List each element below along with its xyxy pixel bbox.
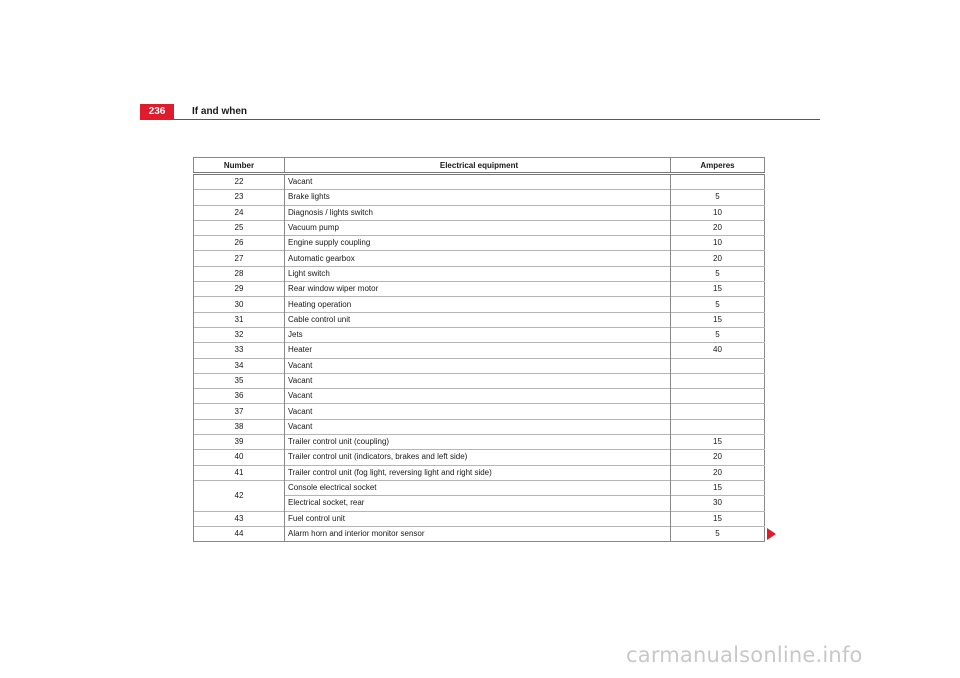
fuse-amperes: 20 xyxy=(671,220,765,235)
table-row xyxy=(194,205,765,220)
fuse-number: 32 xyxy=(194,327,285,342)
next-page-arrow-icon[interactable] xyxy=(767,528,776,540)
header-divider xyxy=(140,119,820,120)
table-header-row xyxy=(194,158,765,174)
table-row xyxy=(194,174,765,190)
table-row xyxy=(194,389,765,404)
fuse-amperes: 5 xyxy=(671,297,765,312)
fuse-number: 30 xyxy=(194,297,285,312)
column-header-number: Number xyxy=(194,158,285,174)
fuse-number: 23 xyxy=(194,190,285,205)
table-row xyxy=(194,220,765,235)
table-row xyxy=(194,190,765,205)
table-row xyxy=(194,435,765,450)
fuse-amperes: 15 xyxy=(671,511,765,526)
page-number: 236 xyxy=(140,104,174,119)
fuse-number: 34 xyxy=(194,358,285,373)
fuse-equipment: Vacant xyxy=(285,358,671,373)
fuse-equipment: Automatic gearbox xyxy=(285,251,671,266)
fuse-number: 31 xyxy=(194,312,285,327)
table-row xyxy=(194,282,765,297)
fuse-equipment: Electrical socket, rear xyxy=(285,496,671,511)
column-header-equipment: Electrical equipment xyxy=(285,158,671,174)
fuse-number: 33 xyxy=(194,343,285,358)
fuse-equipment: Trailer control unit (coupling) xyxy=(285,435,671,450)
fuse-amperes xyxy=(671,358,765,373)
fuse-equipment: Vacant xyxy=(285,174,671,190)
table-row xyxy=(194,465,765,480)
fuse-equipment: Rear window wiper motor xyxy=(285,282,671,297)
fuse-amperes: 10 xyxy=(671,205,765,220)
table-row xyxy=(194,419,765,434)
fuse-number: 40 xyxy=(194,450,285,465)
fuse-equipment: Jets xyxy=(285,327,671,342)
fuse-number: 37 xyxy=(194,404,285,419)
fuse-amperes: 40 xyxy=(671,343,765,358)
fuse-equipment: Vacuum pump xyxy=(285,220,671,235)
fuse-amperes xyxy=(671,373,765,388)
fuse-number: 35 xyxy=(194,373,285,388)
table-row xyxy=(194,480,765,495)
table-row xyxy=(194,373,765,388)
fuse-number: 38 xyxy=(194,419,285,434)
fuse-amperes: 5 xyxy=(671,327,765,342)
page-header xyxy=(140,104,820,120)
fuse-amperes xyxy=(671,419,765,434)
fuse-number: 22 xyxy=(194,174,285,190)
fuse-amperes: 20 xyxy=(671,450,765,465)
fuse-amperes: 5 xyxy=(671,266,765,281)
fuse-equipment: Cable control unit xyxy=(285,312,671,327)
table-row xyxy=(194,343,765,358)
table-row xyxy=(194,526,765,541)
table-row xyxy=(194,327,765,342)
fuse-amperes: 10 xyxy=(671,236,765,251)
table-row xyxy=(194,297,765,312)
fuse-amperes: 15 xyxy=(671,435,765,450)
table-row xyxy=(194,266,765,281)
fuse-amperes: 15 xyxy=(671,282,765,297)
table-row xyxy=(194,358,765,373)
fuse-equipment: Trailer control unit (fog light, reversing light and right side) xyxy=(285,465,671,480)
fuse-equipment: Heater xyxy=(285,343,671,358)
fuse-amperes xyxy=(671,404,765,419)
fuse-number: 39 xyxy=(194,435,285,450)
watermark: carmanualsonline.info xyxy=(626,643,863,667)
fuse-number: 28 xyxy=(194,266,285,281)
fuse-number: 26 xyxy=(194,236,285,251)
fuse-amperes: 5 xyxy=(671,190,765,205)
table-row xyxy=(194,251,765,266)
fuse-amperes: 15 xyxy=(671,312,765,327)
table-row xyxy=(194,404,765,419)
fuse-number: 29 xyxy=(194,282,285,297)
fuse-amperes xyxy=(671,389,765,404)
fuse-number: 43 xyxy=(194,511,285,526)
fuse-amperes: 20 xyxy=(671,465,765,480)
fuse-equipment: Diagnosis / lights switch xyxy=(285,205,671,220)
fuse-number: 27 xyxy=(194,251,285,266)
fuse-amperes: 30 xyxy=(671,496,765,511)
fuse-equipment: Engine supply coupling xyxy=(285,236,671,251)
column-header-amperes: Amperes xyxy=(671,158,765,174)
fuse-number: 44 xyxy=(194,526,285,541)
fuse-number: 41 xyxy=(194,465,285,480)
table-row xyxy=(194,450,765,465)
fuse-equipment: Fuel control unit xyxy=(285,511,671,526)
fuse-equipment: Heating operation xyxy=(285,297,671,312)
fuse-equipment: Alarm horn and interior monitor sensor xyxy=(285,526,671,541)
fuse-equipment: Vacant xyxy=(285,419,671,434)
fuse-amperes: 15 xyxy=(671,480,765,495)
fuse-amperes: 5 xyxy=(671,526,765,541)
fuse-number: 36 xyxy=(194,389,285,404)
fuse-table xyxy=(193,157,765,542)
fuse-number: 42 xyxy=(194,480,285,511)
table-body xyxy=(194,174,765,542)
fuse-number: 24 xyxy=(194,205,285,220)
fuse-equipment: Console electrical socket xyxy=(285,480,671,495)
fuse-amperes: 20 xyxy=(671,251,765,266)
fuse-equipment: Vacant xyxy=(285,389,671,404)
table-row xyxy=(194,511,765,526)
table-row xyxy=(194,312,765,327)
section-title: If and when xyxy=(192,106,247,117)
table-row xyxy=(194,236,765,251)
fuse-number: 25 xyxy=(194,220,285,235)
fuse-amperes xyxy=(671,174,765,190)
fuse-equipment: Light switch xyxy=(285,266,671,281)
fuse-equipment: Vacant xyxy=(285,404,671,419)
fuse-equipment: Trailer control unit (indicators, brakes and left side) xyxy=(285,450,671,465)
fuse-equipment: Vacant xyxy=(285,373,671,388)
fuse-equipment: Brake lights xyxy=(285,190,671,205)
